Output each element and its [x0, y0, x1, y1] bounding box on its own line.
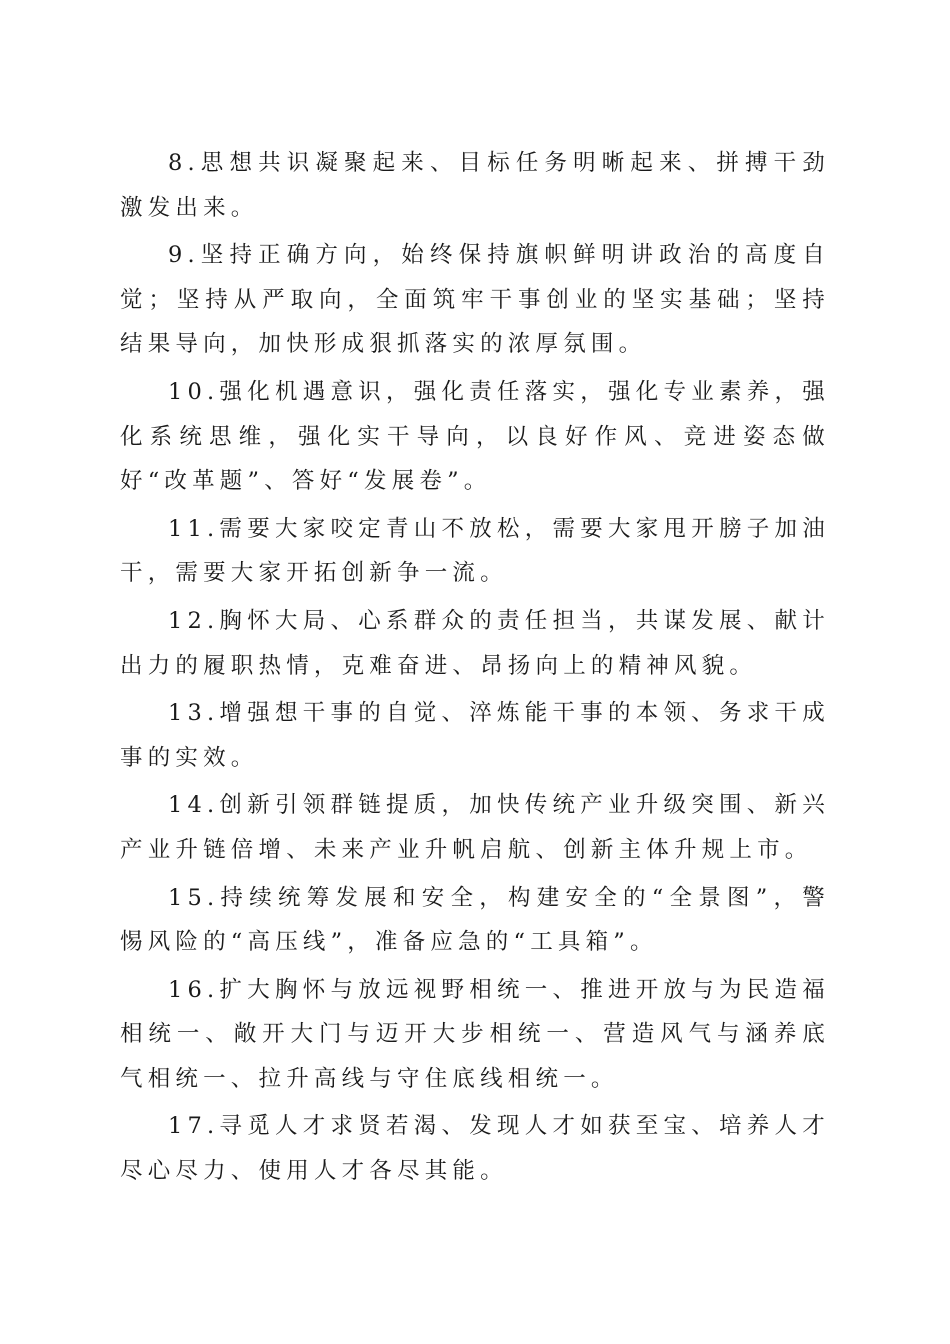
paragraph-12: 12.胸怀大局、心系群众的责任担当，共谋发展、献计出力的履职热情，克难奋进、昂扬向上的精神风貌。 [120, 607, 830, 679]
document-body [120, 141, 830, 1197]
paragraph-10: 10.强化机遇意识，强化责任落实，强化专业素养，强化系统思维，强化实干导向，以良好作风、竞进姿态做好“改革题”、答好“发展卷”。 [120, 378, 830, 495]
paragraph-11: 11.需要大家咬定青山不放松，需要大家甩开膀子加油干，需要大家开拓创新争一流。 [120, 515, 830, 587]
paragraph-14: 14.创新引领群链提质，加快传统产业升级突围、新兴产业升链倍增、未来产业升帆启航、创新主体升规上市。 [120, 792, 830, 863]
paragraph-16: 16.扩大胸怀与放远视野相统一、推进开放与为民造福相统一、敞开大门与迈开大步相统一、营造风气与涵养底气相统一、拉升高线与守住底线相统一。 [120, 976, 830, 1092]
paragraph-8: 8.思想共识凝聚起来、目标任务明晰起来、拼搏干劲激发出来。 [120, 150, 830, 221]
paragraph-15: 15.持续统筹发展和安全，构建安全的“全景图”，警惕风险的“高压线”，准备应急的“工具箱”。 [120, 884, 830, 956]
paragraph-9: 9.坚持正确方向，始终保持旗帜鲜明讲政治的高度自觉；坚持从严取向，全面筑牢干事创业的坚实基础；坚持结果导向，加快形成狠抓落实的浓厚氛围。 [120, 242, 830, 358]
paragraph-17: 17.寻觅人才求贤若渴、发现人才如获至宝、培养人才尽心尽力、使用人才各尽其能。 [120, 1113, 830, 1185]
paragraph-13: 13.增强想干事的自觉、淬炼能干事的本领、务求干成事的实效。 [120, 700, 830, 771]
